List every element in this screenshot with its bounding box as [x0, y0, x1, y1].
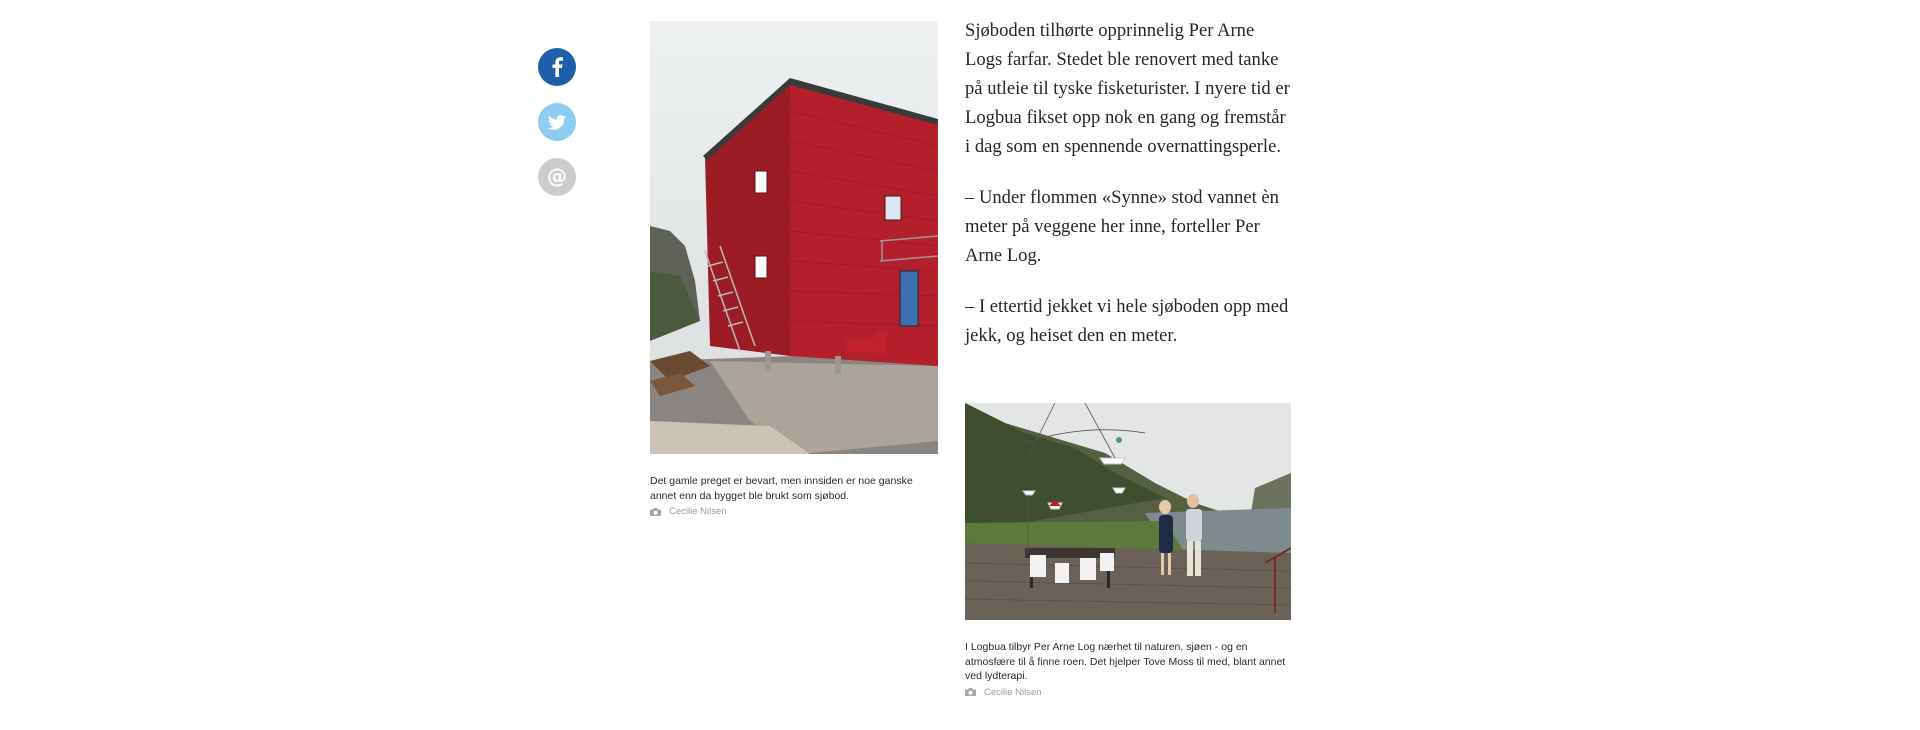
photographer-name: Cecilie Nilsen: [669, 506, 727, 517]
photo-credit: [650, 506, 938, 517]
boathouse-photo: [650, 21, 938, 454]
photo-credit: [965, 687, 1291, 698]
camera-icon: [965, 688, 976, 696]
boathouse-illustration: [650, 21, 938, 454]
paragraph: Sjøboden tilhørte opprinnelig Per Arne Logs farfar. Stedet ble renovert med tanke på utleie til tyske fisketurister. I nyere tid er Logbua fikset opp nok en gang og fremstår i dag som en spennende overnattingsperle.: [965, 20, 1290, 157]
article-body: [965, 16, 1295, 372]
paragraph: – I ettertid jekket vi hele sjøboden opp med jekk, og heiset den en meter.: [965, 296, 1289, 346]
at-sign-icon: @: [547, 164, 567, 188]
figure-terrace: [965, 403, 1291, 698]
photo-caption: Det gamle preget er bevart, men innsiden er noe ganske annet enn da bygget ble brukt som sjøbod.: [650, 475, 913, 502]
terrace-illustration: [965, 403, 1291, 620]
photographer-name: Cecilie Nilsen: [984, 686, 1042, 698]
email-share-button[interactable]: [538, 158, 576, 196]
facebook-icon: [551, 57, 563, 77]
twitter-icon: [548, 115, 566, 130]
terrace-photo: [965, 403, 1291, 620]
photo-caption: I Logbua tilbyr Per Arne Log nærhet til naturen, sjøen - og en atmosfære til å finne roen. Det hjelper Tove Moss til med, blant annet ved lydterapi.: [965, 641, 1286, 682]
facebook-share-button[interactable]: [538, 48, 576, 86]
twitter-share-button[interactable]: [538, 103, 576, 141]
share-bar: [538, 48, 578, 213]
camera-icon: [650, 508, 661, 516]
figure-boathouse: [650, 21, 938, 517]
paragraph: – Under flommen «Synne» stod vannet èn meter på veggene her inne, forteller Per Arne Log.: [965, 187, 1279, 266]
